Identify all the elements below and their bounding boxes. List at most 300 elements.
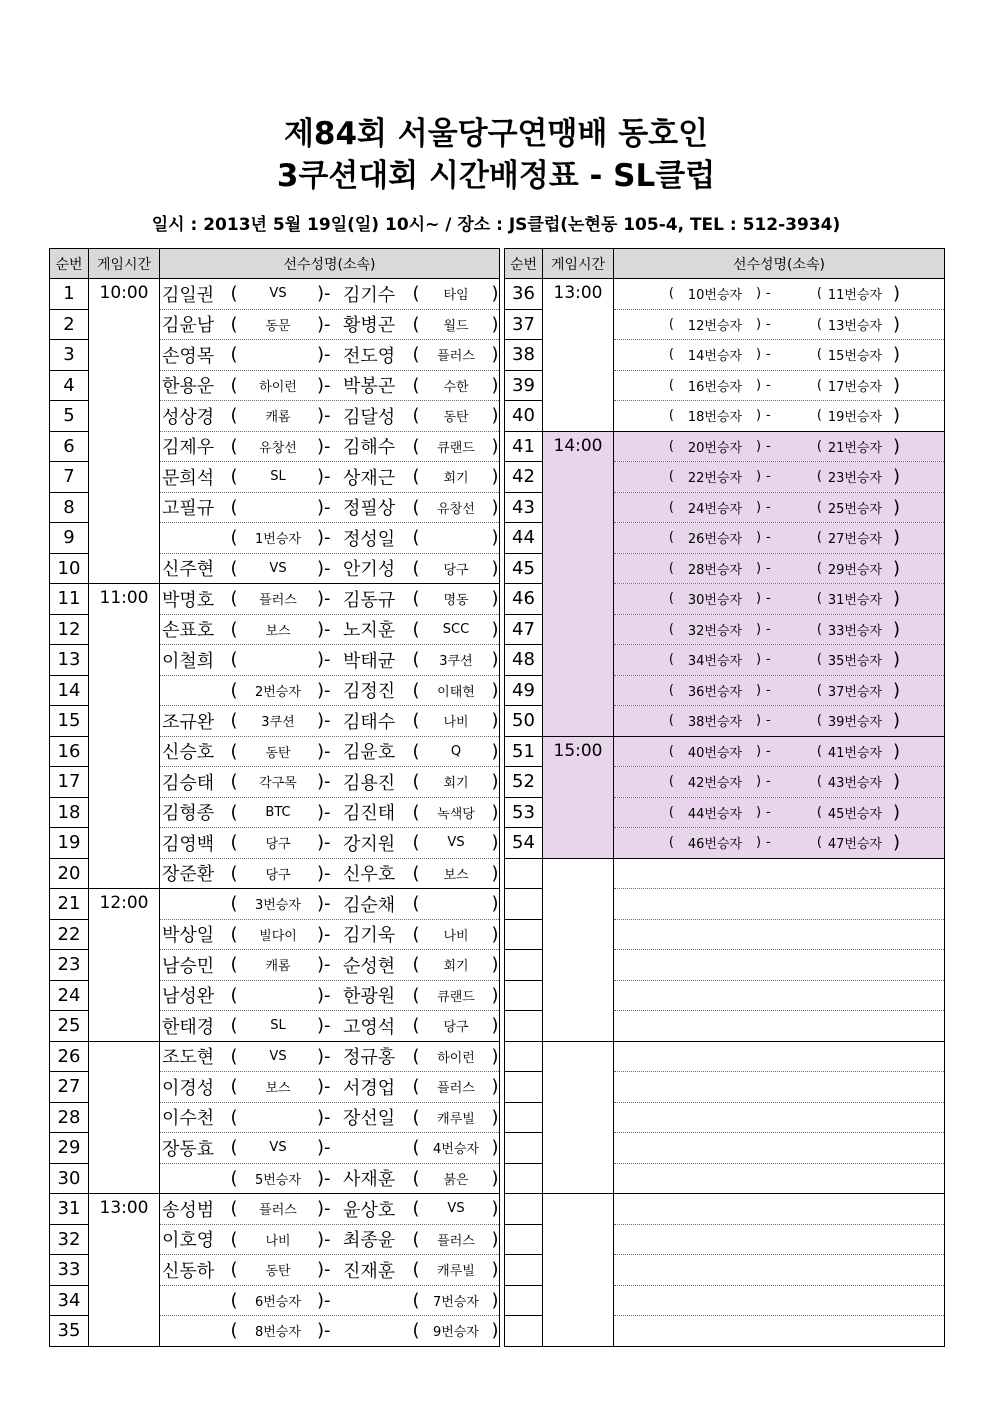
paren-open: (	[412, 1167, 420, 1189]
player-2-name: 고영석	[343, 1016, 396, 1038]
paren-close: )	[491, 1228, 499, 1250]
paren-open: (	[816, 621, 822, 637]
player-2-club: 큐랜드	[437, 989, 475, 1005]
match-cell	[160, 919, 500, 950]
match-cell	[614, 279, 945, 310]
paren-open: (	[816, 774, 822, 790]
paren-open: (	[668, 469, 674, 485]
winner-1: 26번승자	[687, 532, 743, 548]
header-players: 선수성명(소속)	[614, 249, 945, 279]
player-1-club: 캐롬	[265, 410, 291, 426]
paren-dash: )-	[317, 771, 331, 793]
match-cell	[160, 1163, 500, 1194]
winner-2: 39번승자	[827, 715, 883, 731]
player-1-name: 장준환	[162, 864, 215, 886]
match-number: 29	[50, 1133, 89, 1164]
paren-close: )	[756, 713, 762, 729]
match-number: 8	[50, 492, 89, 523]
dash: -	[766, 499, 771, 515]
paren-open: (	[230, 1259, 238, 1281]
player-1-club: 당구	[265, 867, 291, 883]
table-row	[50, 889, 500, 920]
paren-close: )	[491, 771, 499, 793]
dash: -	[766, 804, 771, 820]
player-1-club: 보스	[265, 623, 291, 639]
paren-open: (	[230, 710, 238, 732]
paren-open: (	[816, 713, 822, 729]
paren-open: (	[412, 1076, 420, 1098]
match-number: 22	[50, 919, 89, 950]
match-number: 1	[50, 279, 89, 310]
match-line	[614, 493, 944, 523]
match-number: 36	[505, 279, 543, 310]
paren-close: )	[892, 435, 900, 457]
paren-dash: )-	[317, 496, 331, 518]
game-time	[543, 858, 614, 1041]
match-cell	[614, 1255, 945, 1286]
paren-close: )	[491, 801, 499, 823]
match-line	[160, 371, 499, 401]
dash: -	[766, 347, 771, 363]
paren-open: (	[230, 1076, 238, 1098]
match-cell	[614, 370, 945, 401]
winner-1: 14번승자	[687, 349, 743, 365]
paren-open: (	[412, 283, 420, 305]
paren-close: )	[491, 557, 499, 579]
match-number: 33	[50, 1255, 89, 1286]
winner-1: 36번승자	[687, 684, 743, 700]
player-2-club: 3쿠션	[439, 654, 473, 670]
paren-open: (	[412, 1045, 420, 1067]
player-2-club: 7번승자	[433, 1294, 479, 1310]
paren-close: )	[491, 862, 499, 884]
match-line	[160, 432, 499, 462]
match-cell	[160, 553, 500, 584]
player-1-club: 당구	[265, 837, 291, 853]
match-cell	[160, 706, 500, 737]
player-1-name: 한용운	[162, 376, 215, 398]
dash: -	[766, 591, 771, 607]
paren-open: (	[668, 347, 674, 363]
match-number: 5	[50, 401, 89, 432]
paren-open: (	[412, 1289, 420, 1311]
match-line	[160, 1072, 499, 1102]
match-number: 48	[505, 645, 543, 676]
match-cell	[614, 1224, 945, 1255]
player-2-club: 녹색당	[437, 806, 475, 822]
match-line	[614, 798, 944, 828]
paren-close: )	[756, 682, 762, 698]
paren-open: (	[668, 286, 674, 302]
paren-close: )	[491, 984, 499, 1006]
player-1-name: 남승민	[162, 955, 215, 977]
match-cell	[160, 1102, 500, 1133]
player-2-club: 명동	[443, 593, 469, 609]
match-number: 44	[505, 523, 543, 554]
paren-dash: )-	[317, 466, 331, 488]
player-1-club: 동탄	[265, 745, 291, 761]
paren-open: (	[412, 984, 420, 1006]
player-1-club: 플러스	[259, 593, 297, 609]
match-line	[614, 767, 944, 797]
match-number: 23	[50, 950, 89, 981]
title-line-1: 제84회 서울당구연맹배 동호인	[283, 116, 709, 152]
player-1-club: SL	[270, 1018, 286, 1034]
player-2-club: 캐루빌	[437, 1111, 475, 1127]
player-1-name: 손표호	[162, 620, 215, 642]
player-1-name: 박명호	[162, 589, 215, 611]
match-cell	[160, 1285, 500, 1316]
paren-open: (	[230, 1198, 238, 1220]
paren-close: )	[756, 621, 762, 637]
match-line	[160, 737, 499, 767]
player-1-name: 김형종	[162, 803, 215, 825]
winner-1: 28번승자	[687, 562, 743, 578]
paren-dash: )-	[317, 1137, 331, 1159]
match-number: 12	[50, 614, 89, 645]
match-cell	[614, 889, 945, 920]
winner-1: 24번승자	[687, 501, 743, 517]
paren-close: )	[892, 496, 900, 518]
match-line	[160, 615, 499, 645]
dash: -	[766, 774, 771, 790]
match-cell	[160, 584, 500, 615]
match-cell	[614, 401, 945, 432]
paren-close: )	[491, 1106, 499, 1128]
player-2-club: 플러스	[437, 349, 475, 365]
player-2-name: 순성현	[343, 955, 396, 977]
paren-dash: )-	[317, 1076, 331, 1098]
match-number	[505, 1316, 543, 1347]
dash: -	[766, 408, 771, 424]
paren-open: (	[412, 313, 420, 335]
winner-1: 18번승자	[687, 410, 743, 426]
paren-open: (	[412, 710, 420, 732]
paren-open: (	[230, 527, 238, 549]
match-number: 20	[50, 858, 89, 889]
paren-close: )	[892, 283, 900, 305]
paren-open: (	[412, 1198, 420, 1220]
match-number: 32	[50, 1224, 89, 1255]
paren-open: (	[668, 804, 674, 820]
player-1-club: 하이런	[259, 379, 297, 395]
match-cell	[614, 1102, 945, 1133]
paren-close: )	[892, 527, 900, 549]
player-1-club: 1번승자	[255, 532, 301, 548]
paren-close: )	[491, 832, 499, 854]
paren-open: (	[230, 1228, 238, 1250]
match-line	[614, 340, 944, 370]
match-number: 53	[505, 797, 543, 828]
paren-open: (	[230, 374, 238, 396]
match-cell	[160, 492, 500, 523]
player-1-name: 고필규	[162, 498, 215, 520]
player-2-name: 김달성	[343, 406, 396, 428]
paren-open: (	[412, 588, 420, 610]
match-number	[505, 1194, 543, 1225]
player-2-name: 신우호	[343, 864, 396, 886]
paren-close: )	[756, 316, 762, 332]
paren-open: (	[412, 1259, 420, 1281]
paren-open: (	[230, 740, 238, 762]
paren-close: )	[491, 1259, 499, 1281]
winner-2: 15번승자	[827, 349, 883, 365]
paren-open: (	[412, 832, 420, 854]
match-number	[505, 1224, 543, 1255]
winner-1: 32번승자	[687, 623, 743, 639]
paren-dash: )-	[317, 1167, 331, 1189]
paren-open: (	[230, 984, 238, 1006]
match-number	[505, 889, 543, 920]
player-2-club: 수한	[443, 379, 469, 395]
match-number: 13	[50, 645, 89, 676]
match-line	[160, 1042, 499, 1072]
paren-close: )	[491, 435, 499, 457]
match-cell	[614, 828, 945, 859]
match-cell	[160, 1255, 500, 1286]
player-1-name: 박상일	[162, 925, 215, 947]
player-2-club: 붉은	[443, 1172, 469, 1188]
match-cell	[614, 919, 945, 950]
game-time	[543, 1041, 614, 1194]
paren-close: )	[756, 560, 762, 576]
paren-open: (	[230, 893, 238, 915]
player-2-name: 윤상호	[343, 1199, 396, 1221]
match-line	[160, 1255, 499, 1285]
paren-open: (	[816, 652, 822, 668]
table-row	[505, 279, 945, 310]
player-1-name: 한태경	[162, 1016, 215, 1038]
match-line	[614, 462, 944, 492]
paren-dash: )-	[317, 527, 331, 549]
dash: -	[766, 713, 771, 729]
winner-2: 41번승자	[827, 745, 883, 761]
player-2-name: 노지훈	[343, 620, 396, 642]
paren-dash: )-	[317, 1106, 331, 1128]
paren-close: )	[491, 618, 499, 640]
paren-close: )	[756, 286, 762, 302]
header-players: 선수성명(소속)	[160, 249, 500, 279]
paren-open: (	[412, 893, 420, 915]
paren-dash: )-	[317, 344, 331, 366]
paren-open: (	[230, 1015, 238, 1037]
header-no: 순번	[505, 249, 543, 279]
paren-open: (	[816, 499, 822, 515]
paren-open: (	[412, 527, 420, 549]
player-1-club: 2번승자	[255, 684, 301, 700]
paren-close: )	[491, 496, 499, 518]
paren-close: )	[491, 710, 499, 732]
paren-open: (	[412, 649, 420, 671]
winner-2: 29번승자	[827, 562, 883, 578]
match-number: 11	[50, 584, 89, 615]
match-cell	[614, 431, 945, 462]
paren-open: (	[412, 1228, 420, 1250]
winner-2: 19번승자	[827, 410, 883, 426]
player-2-name: 김동규	[343, 589, 396, 611]
dash: -	[766, 316, 771, 332]
match-line	[160, 1194, 499, 1224]
player-2-club: 회기	[443, 776, 469, 792]
paren-close: )	[756, 469, 762, 485]
match-number: 9	[50, 523, 89, 554]
winner-2: 23번승자	[827, 471, 883, 487]
player-2-club: 이태현	[437, 684, 475, 700]
player-2-club: 당구	[443, 1020, 469, 1036]
paren-dash: )-	[317, 283, 331, 305]
player-2-name: 황병곤	[343, 315, 396, 337]
paren-close: )	[892, 771, 900, 793]
dash: -	[766, 377, 771, 393]
player-2-name: 김해수	[343, 437, 396, 459]
table-row	[50, 584, 500, 615]
player-1-name: 신동하	[162, 1260, 215, 1282]
player-1-club: SL	[270, 469, 286, 485]
match-cell	[160, 828, 500, 859]
paren-open: (	[412, 405, 420, 427]
match-cell	[614, 858, 945, 889]
paren-close: )	[491, 588, 499, 610]
paren-dash: )-	[317, 832, 331, 854]
paren-open: (	[230, 588, 238, 610]
match-line	[160, 920, 499, 950]
paren-open: (	[668, 713, 674, 729]
paren-open: (	[668, 774, 674, 790]
match-number	[505, 919, 543, 950]
paren-close: )	[756, 408, 762, 424]
paren-close: )	[892, 405, 900, 427]
player-1-name: 성상경	[162, 406, 215, 428]
winner-2: 31번승자	[827, 593, 883, 609]
match-line	[160, 798, 499, 828]
match-cell	[614, 980, 945, 1011]
paren-dash: )-	[317, 862, 331, 884]
player-1-name: 신주현	[162, 559, 215, 581]
paren-close: )	[491, 466, 499, 488]
paren-open: (	[668, 560, 674, 576]
match-number: 2	[50, 309, 89, 340]
match-line	[160, 1225, 499, 1255]
match-line	[614, 615, 944, 645]
match-number	[505, 1163, 543, 1194]
player-2-club: Q	[450, 743, 462, 759]
title-line-2: 3쿠션대회 시간배정표 - SL클럽	[276, 158, 716, 194]
match-cell	[614, 675, 945, 706]
paren-close: )	[756, 591, 762, 607]
paren-open: (	[816, 286, 822, 302]
player-1-name: 김승태	[162, 772, 215, 794]
player-2-club: 유창선	[437, 501, 475, 517]
match-cell	[160, 1072, 500, 1103]
match-number: 21	[50, 889, 89, 920]
match-number: 18	[50, 797, 89, 828]
paren-dash: )-	[317, 984, 331, 1006]
match-cell	[160, 340, 500, 371]
player-1-club: VS	[269, 286, 287, 302]
paren-open: (	[412, 954, 420, 976]
winner-2: 11번승자	[827, 288, 883, 304]
header-time: 게임시간	[543, 249, 614, 279]
paren-open: (	[412, 923, 420, 945]
paren-close: )	[892, 313, 900, 335]
match-number: 43	[505, 492, 543, 523]
paren-open: (	[412, 862, 420, 884]
player-1-name: 이철희	[162, 650, 215, 672]
player-2-name: 상재근	[343, 467, 396, 489]
paren-dash: )-	[317, 893, 331, 915]
player-2-name: 안기성	[343, 559, 396, 581]
match-number: 15	[50, 706, 89, 737]
player-2-club: 나비	[443, 928, 469, 944]
paren-open: (	[816, 591, 822, 607]
match-cell	[614, 492, 945, 523]
match-line	[160, 462, 499, 492]
paren-dash: )-	[317, 740, 331, 762]
paren-close: )	[491, 893, 499, 915]
winner-2: 33번승자	[827, 623, 883, 639]
match-line	[160, 706, 499, 736]
match-number	[505, 980, 543, 1011]
match-number: 26	[50, 1041, 89, 1072]
match-cell	[160, 797, 500, 828]
match-number	[505, 950, 543, 981]
match-line	[160, 1103, 499, 1133]
paren-close: )	[491, 283, 499, 305]
match-number	[505, 1011, 543, 1042]
paren-open: (	[230, 1320, 238, 1342]
game-time	[89, 1041, 160, 1194]
paren-open: (	[816, 835, 822, 851]
match-cell	[160, 462, 500, 493]
winner-1: 46번승자	[687, 837, 743, 853]
table-row	[50, 1041, 500, 1072]
paren-close: )	[491, 649, 499, 671]
match-cell	[160, 401, 500, 432]
winner-1: 20번승자	[687, 440, 743, 456]
header-time: 게임시간	[89, 249, 160, 279]
paren-dash: )-	[317, 1259, 331, 1281]
match-line	[160, 676, 499, 706]
dash: -	[766, 438, 771, 454]
player-2-club: 큐랜드	[437, 440, 475, 456]
match-number	[505, 1255, 543, 1286]
match-number	[505, 1102, 543, 1133]
dash: -	[766, 652, 771, 668]
player-2-name: 진재훈	[343, 1260, 396, 1282]
game-time: 14:00	[543, 431, 614, 736]
paren-open: (	[412, 344, 420, 366]
paren-close: )	[491, 344, 499, 366]
dash: -	[766, 835, 771, 851]
match-number: 6	[50, 431, 89, 462]
match-cell	[160, 370, 500, 401]
match-cell	[160, 1133, 500, 1164]
player-2-name: 김기욱	[343, 925, 396, 947]
paren-open: (	[668, 835, 674, 851]
match-line	[614, 310, 944, 340]
player-1-club: 각구목	[259, 776, 297, 792]
player-2-name: 사재훈	[343, 1169, 396, 1191]
paren-close: )	[892, 740, 900, 762]
paren-dash: )-	[317, 435, 331, 457]
match-number: 7	[50, 462, 89, 493]
paren-open: (	[668, 591, 674, 607]
match-line	[160, 584, 499, 614]
match-line	[614, 554, 944, 584]
match-number: 10	[50, 553, 89, 584]
player-1-club: 보스	[265, 1081, 291, 1097]
paren-open: (	[230, 557, 238, 579]
